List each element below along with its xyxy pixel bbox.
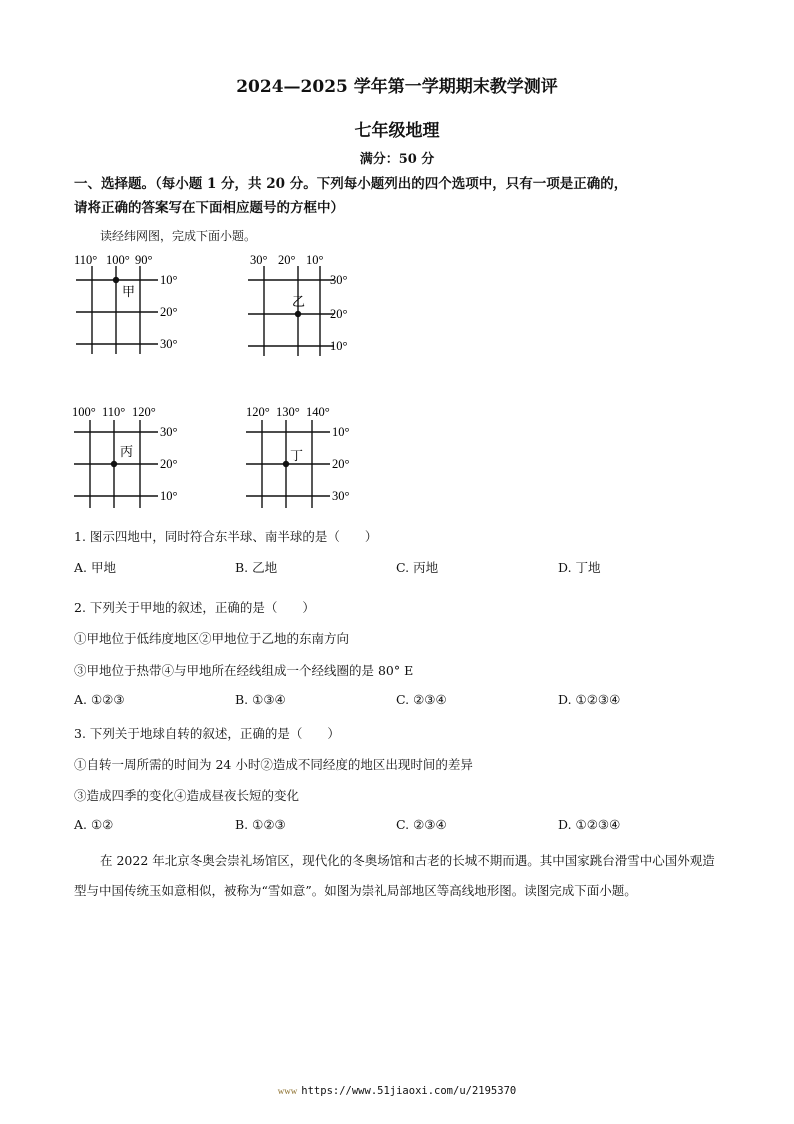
map-lat-label: 20°	[160, 457, 178, 471]
map-lat-label: 10°	[160, 489, 178, 503]
map-lon-label: 120°	[246, 405, 270, 419]
map-lat-label: 30°	[160, 425, 178, 439]
section-heading: 一、选择题。（每小题 1 分，共 20 分。下列每小题列出的四个选项中，只有一项是正确的，	[74, 176, 628, 192]
question-statement: ①甲地位于低纬度地区②甲地位于乙地的东南方向	[74, 631, 350, 646]
option-a[interactable]: A. 甲地	[74, 560, 116, 575]
map-lon-label: 110°	[74, 253, 98, 267]
question-statement: ③造成四季的变化④造成昼夜长短的变化	[74, 788, 300, 803]
map-lon-label: 10°	[306, 253, 324, 267]
place-label: 丁	[290, 448, 304, 463]
location-dot	[113, 277, 119, 283]
question-statement: ③甲地位于热带④与甲地所在经线组成一个经线圈的是 80° E	[74, 663, 414, 678]
map-lon-label: 90°	[135, 253, 153, 267]
map-lat-label: 20°	[332, 457, 350, 471]
map-lat-label: 20°	[160, 305, 178, 319]
question-stem: 3. 下列关于地球自转的叙述，正确的是（ ）	[74, 726, 340, 741]
map-lon-label: 110°	[102, 405, 126, 419]
option-b[interactable]: B. 乙地	[235, 560, 278, 575]
location-dot	[111, 461, 117, 467]
map-yi	[244, 248, 374, 358]
map-lat-label: 20°	[330, 307, 348, 321]
location-dot	[295, 311, 301, 317]
map-lat-label: 30°	[332, 489, 350, 503]
exam-title: 2024—2025 学年第一学期期末教学测评	[236, 77, 558, 97]
map-lon-label: 120°	[132, 405, 156, 419]
map-lat-label: 10°	[160, 273, 178, 287]
reading-passage: 在 2022 年北京冬奥会崇礼场馆区，现代化的冬奥场馆和古老的长城不期而遇。其中国家跳台滑雪中心国外观造型与中国传统玉如意相似，被称为“雪如意”。如图为崇礼局部地区等高线地形图。读图完成下面小题。	[74, 853, 715, 898]
map-ding	[240, 400, 374, 512]
map-lon-label: 130°	[276, 405, 300, 419]
location-dot	[283, 461, 289, 467]
footer-url[interactable]: https://www.51jiaoxi.com/u/2195370	[301, 1085, 517, 1097]
exam-subtitle: 七年级地理	[354, 121, 440, 141]
watermark-logo: ᴡᴡᴡ	[277, 1087, 298, 1097]
full-score: 满分：50 分	[359, 152, 435, 167]
place-label: 丙	[120, 444, 134, 459]
option-b[interactable]: B. ①②③	[235, 817, 286, 832]
option-c[interactable]: C. ②③④	[396, 692, 447, 707]
option-d[interactable]: D. 丁地	[558, 560, 601, 575]
map-lon-label: 20°	[278, 253, 296, 267]
map-intro: 读经纬网图，完成下面小题。	[100, 229, 257, 243]
map-lon-label: 100°	[72, 405, 96, 419]
place-label: 乙	[292, 294, 306, 309]
option-d[interactable]: D. ①②③④	[558, 817, 621, 832]
section-heading-cont: 请将正确的答案写在下面相应题号的方框中）	[74, 200, 344, 216]
footer	[0, 1085, 794, 1097]
map-lat-label: 10°	[332, 425, 350, 439]
option-b[interactable]: B. ①③④	[235, 692, 286, 707]
option-d[interactable]: D. ①②③④	[558, 692, 621, 707]
question-stem: 1. 图示四地中，同时符合东半球、南半球的是（ ）	[74, 529, 378, 544]
question-stem: 2. 下列关于甲地的叙述，正确的是（ ）	[74, 600, 315, 615]
map-lon-label: 30°	[250, 253, 268, 267]
place-label: 甲	[122, 284, 136, 299]
map-lat-label: 10°	[330, 339, 348, 353]
map-lat-label: 30°	[160, 337, 178, 351]
option-a[interactable]: A. ①②	[74, 817, 114, 832]
option-a[interactable]: A. ①②③	[74, 692, 125, 707]
option-c[interactable]: C. 丙地	[396, 560, 439, 575]
question-statement: ①自转一周所需的时间为 24 小时②造成不同经度的地区出现时间的差异	[74, 757, 473, 772]
map-jia	[70, 248, 200, 358]
map-lat-label: 30°	[330, 273, 348, 287]
map-lon-label: 140°	[306, 405, 330, 419]
map-lon-label: 100°	[106, 253, 130, 267]
map-bing	[70, 400, 200, 512]
option-c[interactable]: C. ②③④	[396, 817, 447, 832]
